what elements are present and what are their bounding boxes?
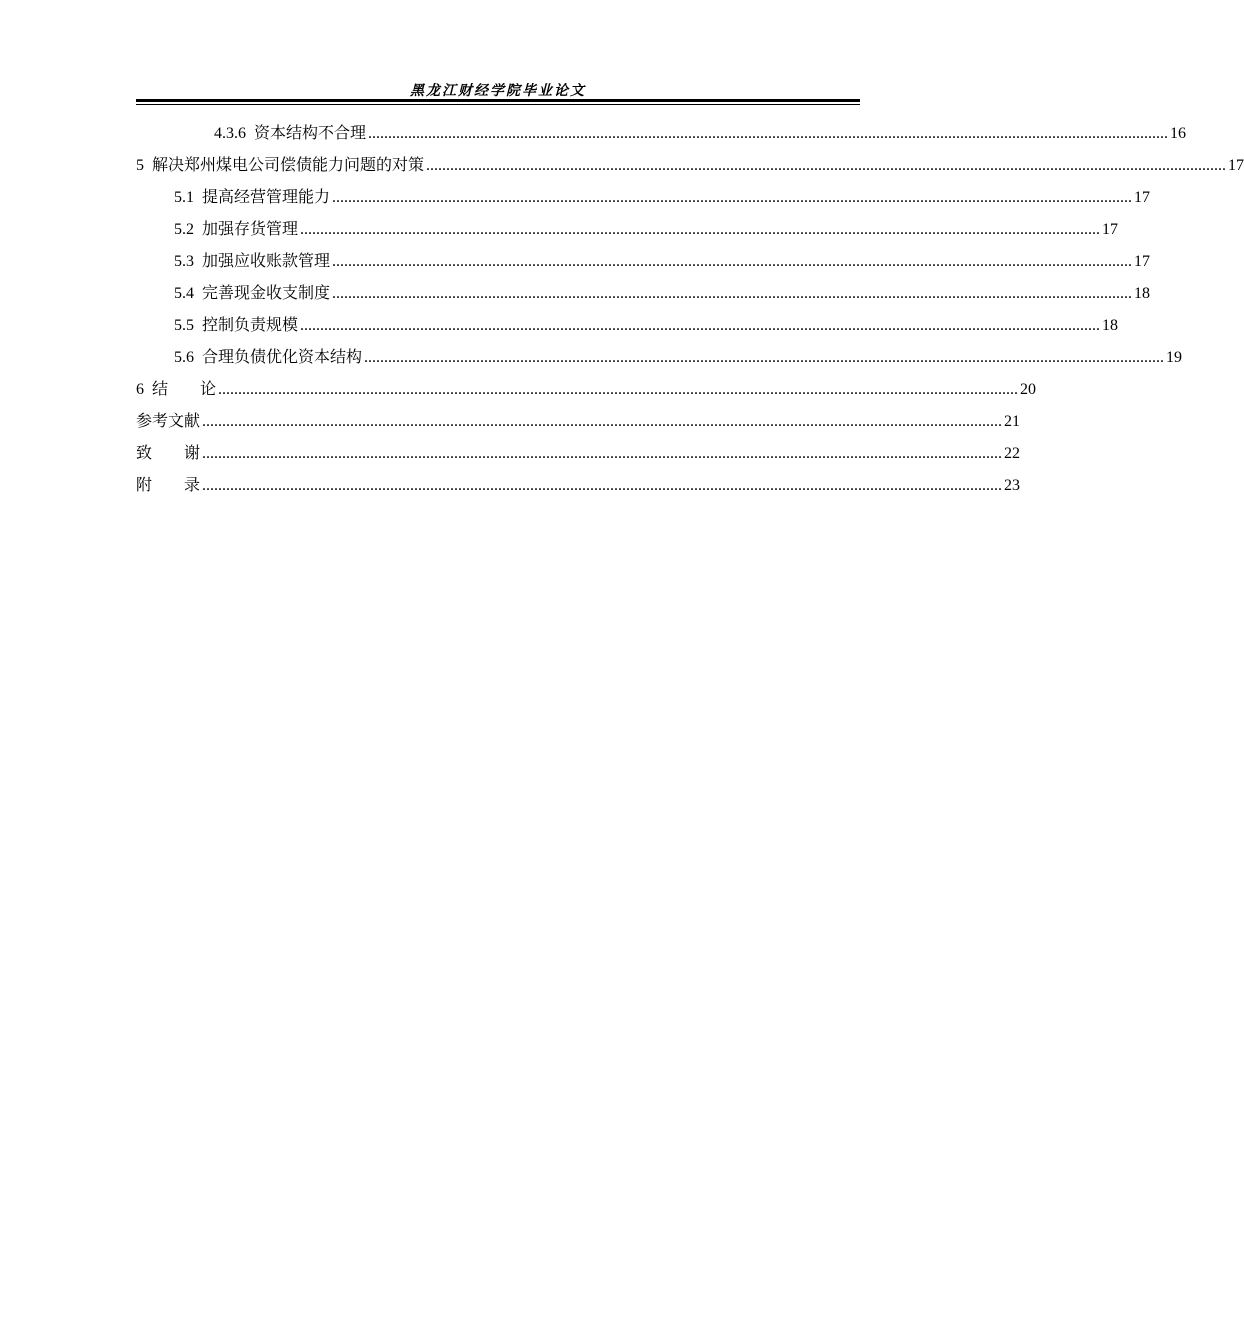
toc-leader: ........................................................................................................................................................................................................ bbox=[300, 317, 1101, 334]
header-rule-thin bbox=[136, 104, 860, 105]
toc-entry-5-2[interactable] bbox=[136, 216, 1119, 248]
toc-title: 控制负责规模 bbox=[202, 317, 299, 334]
toc-title: 解决郑州煤电公司偿债能力问题的对策 bbox=[152, 157, 425, 174]
toc-entry-5-3[interactable] bbox=[136, 248, 1151, 280]
header-rule-thick bbox=[136, 99, 860, 102]
toc-leader: ........................................................................................................................................................................................................ bbox=[332, 253, 1133, 270]
toc-entry-4-3-6[interactable] bbox=[136, 120, 1187, 152]
toc-entry-5-5[interactable] bbox=[136, 312, 1119, 344]
toc-number: 5.6 bbox=[174, 349, 194, 366]
toc-number: 5.3 bbox=[174, 253, 194, 270]
toc-title: 参考文献 bbox=[136, 413, 201, 430]
toc-number: 6 bbox=[136, 381, 144, 398]
toc-entry-6[interactable] bbox=[136, 376, 1037, 408]
toc-leader: ........................................................................................................................................................................................................ bbox=[368, 125, 1169, 142]
toc-title: 加强应收账款管理 bbox=[202, 253, 331, 270]
toc-page-number: 16 bbox=[1170, 125, 1187, 142]
table-of-contents bbox=[136, 120, 1244, 504]
toc-title: 合理负债优化资本结构 bbox=[202, 349, 363, 366]
toc-leader: ........................................................................................................................................................................................................ bbox=[332, 189, 1133, 206]
toc-title: 结 论 bbox=[152, 381, 217, 398]
toc-page-number: 17 bbox=[1134, 189, 1151, 206]
toc-entry-appendix[interactable] bbox=[136, 472, 1021, 504]
toc-entry-references[interactable] bbox=[136, 408, 1021, 440]
toc-number: 5.2 bbox=[174, 221, 194, 238]
toc-title: 完善现金收支制度 bbox=[202, 285, 331, 302]
toc-page-number: 21 bbox=[1004, 413, 1021, 430]
toc-page-number: 18 bbox=[1134, 285, 1151, 302]
toc-page-number: 18 bbox=[1102, 317, 1119, 334]
toc-number: 5.4 bbox=[174, 285, 194, 302]
toc-entry-acknowledgements[interactable] bbox=[136, 440, 1021, 472]
toc-title: 提高经营管理能力 bbox=[202, 189, 331, 206]
toc-leader: ........................................................................................................................................................................................................ bbox=[426, 157, 1227, 174]
toc-title: 资本结构不合理 bbox=[254, 125, 367, 142]
toc-title: 致 谢 bbox=[136, 445, 201, 462]
toc-entry-5[interactable] bbox=[136, 152, 1244, 184]
toc-leader: ........................................................................................................................................................................................................ bbox=[202, 413, 1003, 430]
toc-number: 4.3.6 bbox=[214, 125, 246, 142]
toc-page-number: 17 bbox=[1102, 221, 1119, 238]
toc-page-number: 23 bbox=[1004, 477, 1021, 494]
toc-leader: ........................................................................................................................................................................................................ bbox=[332, 285, 1133, 302]
toc-entry-5-6[interactable] bbox=[136, 344, 1183, 376]
toc-title: 加强存货管理 bbox=[202, 221, 299, 238]
toc-leader: ........................................................................................................................................................................................................ bbox=[218, 381, 1019, 398]
toc-page-number: 22 bbox=[1004, 445, 1021, 462]
toc-leader: ........................................................................................................................................................................................................ bbox=[300, 221, 1101, 238]
toc-leader: ........................................................................................................................................................................................................ bbox=[202, 445, 1003, 462]
toc-page-number: 17 bbox=[1228, 157, 1244, 174]
toc-number: 5.1 bbox=[174, 189, 194, 206]
toc-leader: ........................................................................................................................................................................................................ bbox=[202, 477, 1003, 494]
toc-page-number: 17 bbox=[1134, 253, 1151, 270]
toc-page-number: 19 bbox=[1166, 349, 1183, 366]
toc-title: 附 录 bbox=[136, 477, 201, 494]
page-header: 黑龙江财经学院毕业论文 bbox=[410, 83, 586, 99]
toc-number: 5 bbox=[136, 157, 144, 174]
toc-entry-5-4[interactable] bbox=[136, 280, 1151, 312]
toc-page-number: 20 bbox=[1020, 381, 1037, 398]
toc-entry-5-1[interactable] bbox=[136, 184, 1151, 216]
toc-number: 5.5 bbox=[174, 317, 194, 334]
toc-leader: ........................................................................................................................................................................................................ bbox=[364, 349, 1165, 366]
